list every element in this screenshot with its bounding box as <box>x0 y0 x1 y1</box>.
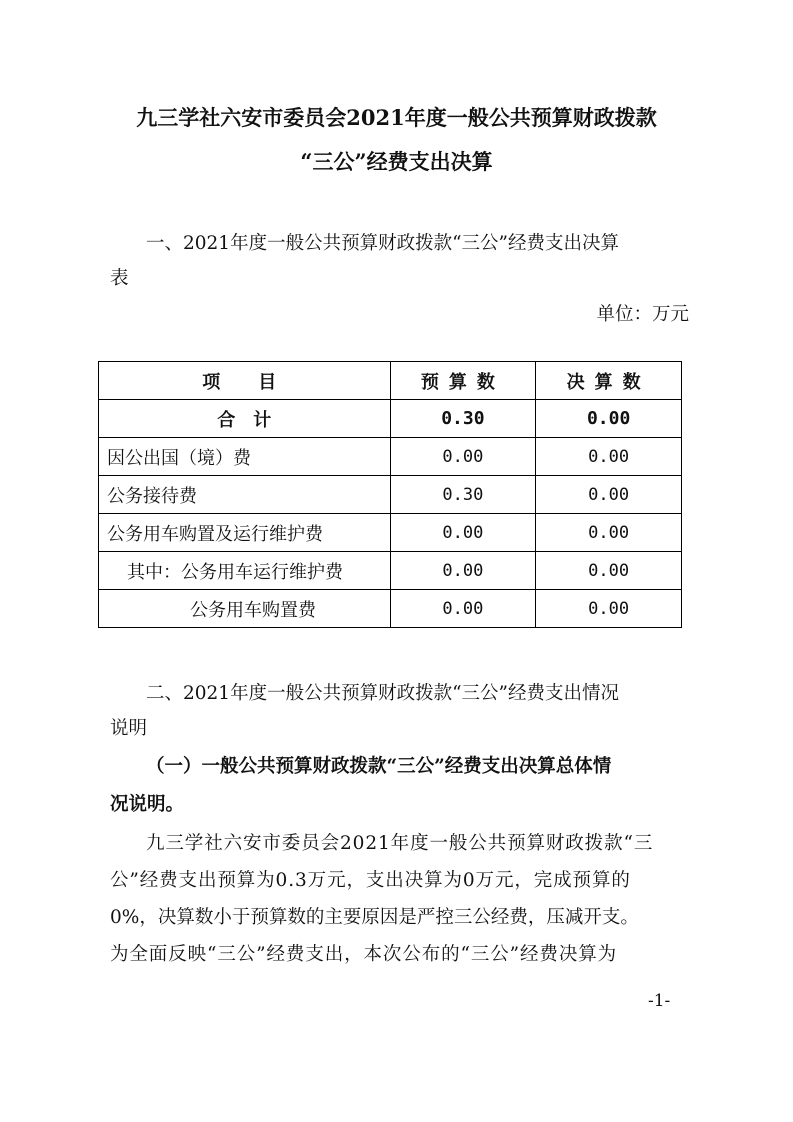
paragraph-line: 0%，决算数小于预算数的主要原因是严控三公经费，压减开支。 <box>110 907 639 928</box>
section1-heading-cont: 表 <box>110 268 129 289</box>
three-public-expense-table <box>98 361 682 628</box>
table-row-total <box>99 400 682 438</box>
row-budget: 0.00 <box>390 552 536 590</box>
section1-heading: 一、2021年度一般公共预算财政拨款“三公”经费支出决算 <box>146 233 619 254</box>
row-budget: 0.30 <box>390 400 536 438</box>
header-item: 项 目 <box>99 362 391 400</box>
table-row <box>99 514 682 552</box>
table-row <box>99 552 682 590</box>
section2-heading: 二、2021年度一般公共预算财政拨款“三公”经费支出情况 <box>146 683 619 704</box>
table-header-row <box>99 362 682 400</box>
document-title-line2: “三公”经费支出决算 <box>300 149 493 174</box>
table-row <box>99 476 682 514</box>
page-number: -1- <box>648 991 671 1011</box>
row-final: 0.00 <box>536 552 682 590</box>
row-label: 公务用车购置及运行维护费 <box>99 514 391 552</box>
row-final: 0.00 <box>536 400 682 438</box>
row-final: 0.00 <box>536 514 682 552</box>
paragraph-line: 公”经费支出预算为0.3万元，支出决算为0万元，完成预算的 <box>110 870 631 891</box>
row-label: 其中：公务用车运行维护费 <box>99 552 391 590</box>
row-label: 合 计 <box>99 400 391 438</box>
subsection-heading: （一）一般公共预算财政拨款“三公”经费支出决算总体情 <box>146 756 612 777</box>
subsection-heading-cont: 况说明。 <box>110 794 185 815</box>
row-budget: 0.30 <box>390 476 536 514</box>
row-final: 0.00 <box>536 590 682 628</box>
header-final: 决算数 <box>536 362 682 400</box>
paragraph-line: 九三学社六安市委员会2021年度一般公共预算财政拨款“三 <box>146 833 654 854</box>
table-row <box>99 590 682 628</box>
row-budget: 0.00 <box>390 438 536 476</box>
row-final: 0.00 <box>536 476 682 514</box>
row-label: 公务接待费 <box>99 476 391 514</box>
document-title-line1: 九三学社六安市委员会2021年度一般公共预算财政拨款 <box>136 105 657 130</box>
table-row <box>99 438 682 476</box>
row-final: 0.00 <box>536 438 682 476</box>
row-label: 因公出国（境）费 <box>99 438 391 476</box>
row-label: 公务用车购置费 <box>99 590 391 628</box>
unit-label: 单位：万元 <box>596 304 689 325</box>
row-budget: 0.00 <box>390 590 536 628</box>
section2-heading-cont: 说明 <box>110 718 148 739</box>
header-budget: 预算数 <box>390 362 536 400</box>
paragraph-line: 为全面反映“三公”经费支出，本次公布的“三公”经费决算为 <box>110 944 618 965</box>
row-budget: 0.00 <box>390 514 536 552</box>
